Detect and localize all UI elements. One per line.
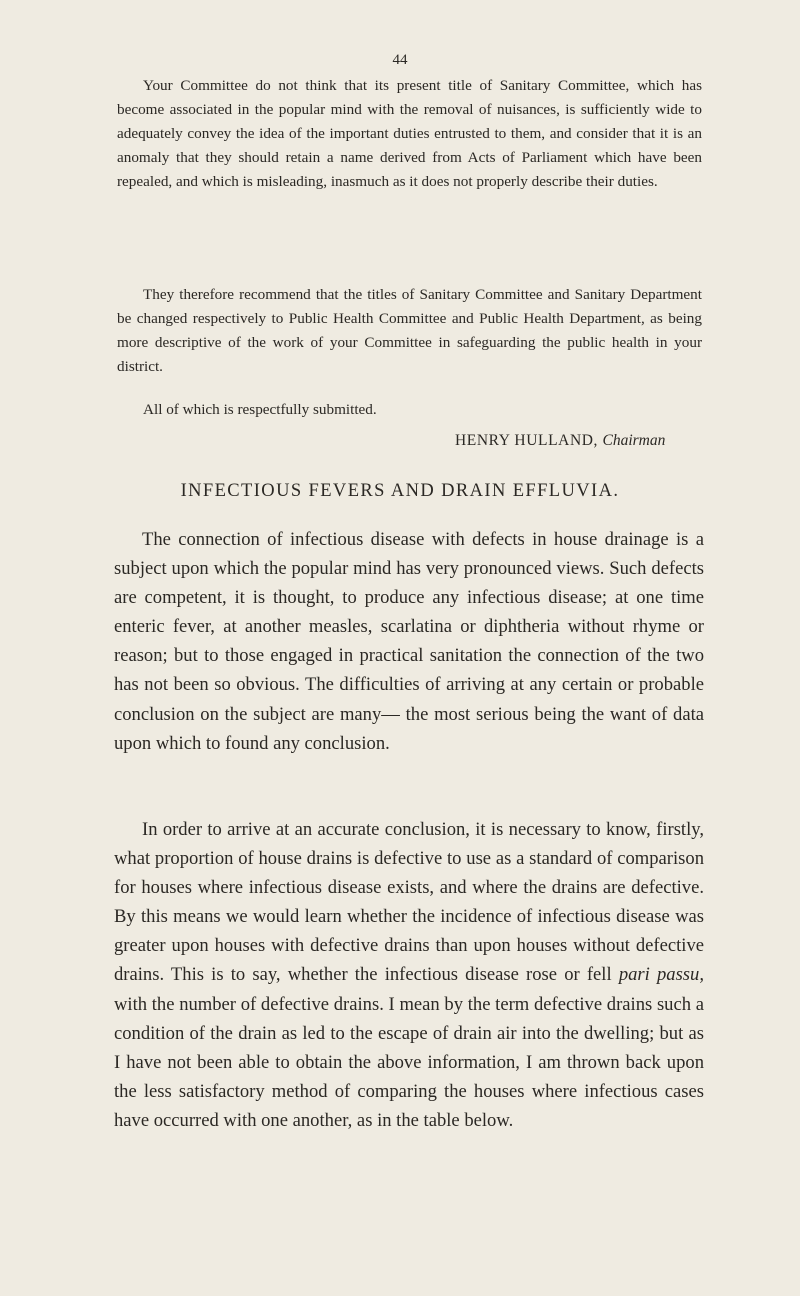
paragraph-text: They therefore recommend that the titles of Sanitary Committee and Sanitary Department be changed respectively to Public Health Committee and Public Health Department, as being more descriptive of the work of your Committee in safeguarding the public health in your district. bbox=[117, 286, 702, 375]
paragraph-text: All of which is respectfully submitted. bbox=[143, 401, 377, 418]
committee-title-paragraph bbox=[117, 74, 702, 194]
page-number: 44 bbox=[392, 52, 408, 68]
recommendation-paragraph bbox=[117, 283, 702, 379]
paragraph-text bbox=[114, 815, 704, 1135]
paragraph-text-end: with the number of defective drains. I mean by the term defective drains such a condition of the drain as led to the escape of drain air into the dwelling; but as I have not been able to obtain the above information, I am thrown back upon the less satisfactory method of comparing the houses where infectious cases have occurred with one another, as in the table below. bbox=[114, 993, 704, 1131]
paragraph-text-start: In order to arrive at an accurate conclusion, it is necessary to know, firstly, what proportion of house drains is defective to use as a standard of comparison for houses where infectious disease exists, and where the drains are defective. By this means we would learn whether the incidence of infectious disease was greater upon houses with defective drains than upon houses without defective drains. This is to say, whether the infectious disease rose or fell bbox=[114, 819, 704, 986]
signatory-role: Chairman bbox=[602, 432, 666, 449]
latin-phrase: pari passu, bbox=[618, 964, 704, 986]
paragraph-text: Your Committee do not think that its present title of Sanitary Committee, which has become associated in the popular mind with the removal of nuisances, is sufficiently wide to adequately convey the idea of the important duties entrusted to them, and consider that it is an anomaly that they should retain a name derived from Acts of Parliament which have been repealed, and which is misleading, inasmuch as it does not properly describe their duties. bbox=[117, 77, 702, 190]
signature-line bbox=[455, 432, 665, 450]
section-heading: INFECTIOUS FEVERS AND DRAIN EFFLUVIA. bbox=[180, 481, 620, 501]
submission-paragraph bbox=[117, 398, 702, 422]
paragraph-text: The connection of infectious disease with defects in house drainage is a subject upon which the popular mind has very pronounced views. Such defects are competent, it is thought, to produce any infectious disease; at one time enteric fever, at another measles, scarlatina or diphtheria without rhyme or reason; but to those engaged in practical sanitation the connection of the two has not been so obvious. The difficulties of arriving at any certain or probable conclusion on the subject are many— the most serious being the want of data upon which to found any conclusion. bbox=[114, 529, 704, 754]
drainage-connection-paragraph bbox=[114, 525, 704, 758]
accurate-conclusion-paragraph bbox=[114, 815, 704, 1135]
signatory-name: HENRY HULLAND, bbox=[455, 432, 599, 449]
